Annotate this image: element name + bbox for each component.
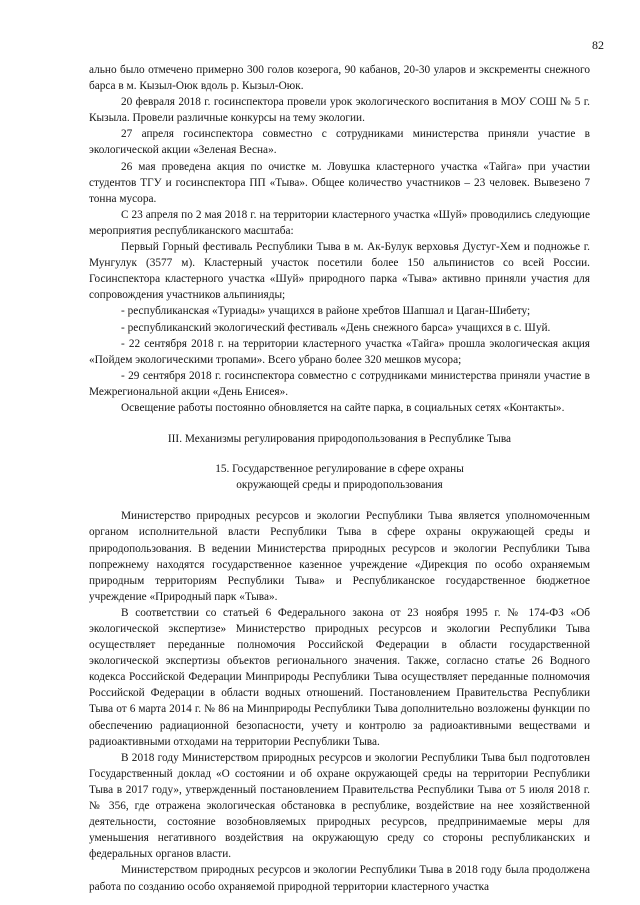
paragraph: Министерством природных ресурсов и экологии Республики Тыва в 2018 году была продолжена работа по созданию особо охраняемой природной территории кластерного участка	[89, 864, 590, 893]
paragraph: В 2018 году Министерством природных ресурсов и экологии Республики Тыва был подготовлен Государственный доклад «О состоянии и об охране окружающей среды на территории Республики Тыва в 2017 году», утвержденный постановлением Правительства Республики Тыва от 5 июля 2018 г. № 356, где отражена экологическая обстановка в республике, воздействие на нее хозяйственной деятельности, состояние возобновляемых природных ресурсов, предпринимаемые меры для уменьшения негативного воздействия на окружающую среду со стороны республиканских и федеральных органов власти.	[89, 751, 590, 861]
paragraph: Освещение работы постоянно обновляется на сайте парка, в социальных сетях «Контакты».	[121, 401, 565, 414]
paragraph: 20 февраля 2018 г. госинспектора провели урок экологического воспитания в МОУ СОШ № 5 г. Кызыла. Провели различные конкурсы на тему экологии.	[89, 96, 590, 125]
paragraph: Министерство природных ресурсов и экологии Республики Тыва является уполномоченным органом исполнительной власти Республики Тыва в сфере охраны окружающей среды и природопользования. В ведении Министерства природных ресурсов и экологии Республики Тыва попрежнему находятся государственное казенное учреждение «Дирекция по особо охраняемым природным территориям Республики Тыва» и Республиканское государственное бюджетное учреждение «Природный парк «Тыва».	[89, 510, 590, 603]
paragraph: Первый Горный фестиваль Республики Тыва в м. Ак-Булук верховья Дустуг-Хем и подножье г. Мунгулук (3577 м). Кластерный участок посетили более 150 альпинистов со всей России. Госинспектора кластерного участка «Шуй» природного парка «Тыва» активно приняли участия для сопровождения участников альпинияды;	[89, 241, 590, 302]
document-body	[89, 62, 590, 895]
list-item: - 29 сентября 2018 г. госинспектора совместно с сотрудниками министерства приняли участие в Межрегиональной акции «День Енисея».	[89, 369, 590, 398]
list-item: - республиканская «Туриады» учащихся в районе хребтов Шапшал и Цаган-Шибету;	[121, 305, 531, 318]
paragraph: 26 мая проведена акция по очистке м. Ловушка кластерного участка «Тайга» при участии студентов ТГУ и госинспектора ПП «Тыва». Общее количество участников – 23 человек. Вывезено 7 тонна мусора.	[89, 160, 590, 205]
list-item: - республиканский экологический фестиваль «День снежного барса» учащихся в с. Шуй.	[121, 321, 551, 334]
page-number: 82	[592, 38, 604, 52]
list-item: - 22 сентября 2018 г. на территории кластерного участка «Тайга» прошла экологическая акция «Пойдем экологическими тропами». Всего убрано более 320 мешков мусора;	[89, 337, 590, 366]
section-heading: III. Механизмы регулирования природопользования в Республике Тыва	[167, 433, 512, 446]
paragraph: ально было отмечено примерно 300 голов козерога, 90 кабанов, 20-30 уларов и экскременты снежного барса в м. Кызыл-Оюк вдоль р. Кызыл-Оюк.	[89, 64, 590, 93]
paragraph: С 23 апреля по 2 мая 2018 г. на территории кластерного участка «Шуй» проводились следующие мероприятия республиканского масштаба:	[89, 208, 590, 237]
subsection-heading-line-2: окружающей среды и природопользования	[236, 479, 443, 492]
paragraph: В соответствии со статьей 6 Федерального закона от 23 ноября 1995 г. № 174-ФЗ «Об экологической экспертизе» Министерство природных ресурсов и экологии Республики Тыва осуществляет переданные полномочия Российской Федерации в области государственной экологической экспертизы объектов регионального значения. Также, согласно статье 26 Водного кодекса Российской Федерации Минприроды Республики Тыва осуществляет переданные полномочия Российской Федерации в области водных отношений. Постановлением Правительства Республики Тыва от 6 марта 2014 г. № 86 на Минприроды Республики Тыва дополнительно возложены функции по обеспечению радиационной безопасности, учету и контролю за радиоактивными веществами и радиоактивными отходами на территории Республики Тыва.	[89, 606, 590, 748]
paragraph: 27 апреля госинспектора совместно с сотрудниками министерства приняли участие в экологической акции «Зеленая Весна».	[89, 128, 590, 157]
subsection-heading-line-1: 15. Государственное регулирование в сфере охраны	[215, 463, 464, 476]
